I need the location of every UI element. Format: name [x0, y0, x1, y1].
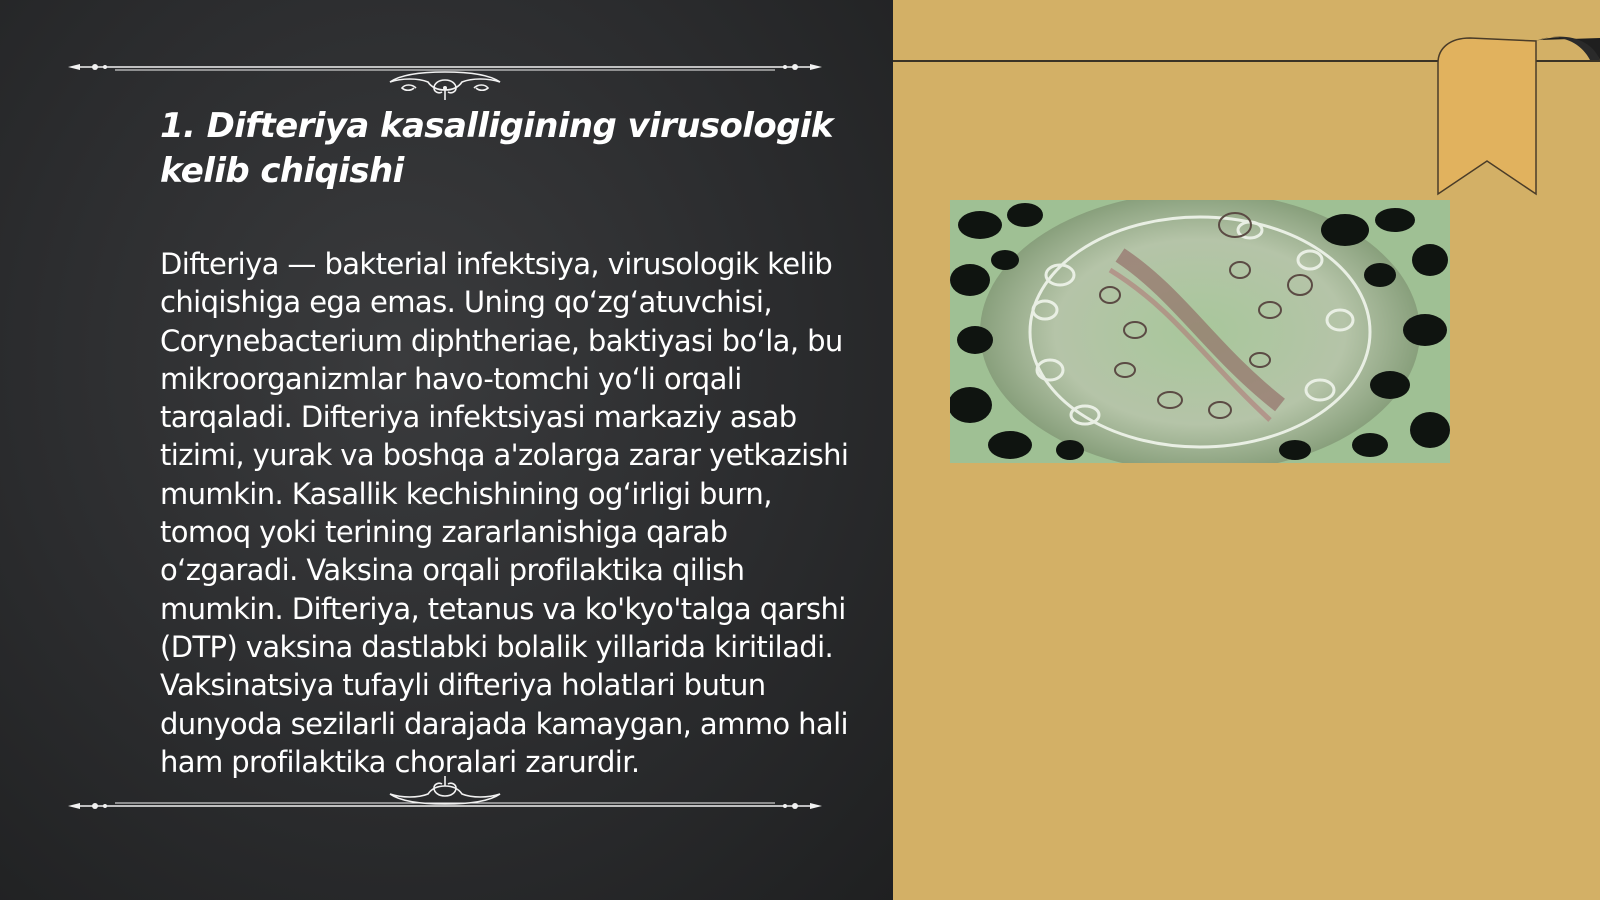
slide-title: 1. Difteriya kasalligining virusologik kelib chiqishi — [160, 106, 833, 191]
microscope-tissue-image — [950, 200, 1450, 463]
bottom-flourish-divider-icon — [60, 776, 830, 836]
top-flourish-divider-icon — [60, 40, 830, 100]
bookmark-ribbon-icon — [1430, 30, 1600, 200]
slide-body-text: Difteriya — bakterial infektsiya, virusologik kelib chiqishiga ega emas. Uning qo‘zg‘atuvchisi, Corynebacterium diphtheriae, baktiyasi bo‘la, bu mikroorganizmlar havo-tomchi yo‘li orqali tarqaladi. Difteriya infektsiyasi markaziy asab tizimi, yurak va boshqa a'zolarga zarar yetkazishi mumkin. Kasallik kechishining og‘irligi burn, tomoq yoki terining zararlanishiga qarab o‘zgaradi. Vaksina orqali profilaktika qilish mumkin. Difteriya, tetanus va ko'kyo'talga qarshi (DTP) vaksina dastlabki bolalik yillarida kiritiladi. Vaksinatsiya tufayli difteriya holatlari butun dunyoda sezilarli darajada kamaygan, ammo hali ham profilaktika choralari zarurdir. — [160, 247, 849, 779]
